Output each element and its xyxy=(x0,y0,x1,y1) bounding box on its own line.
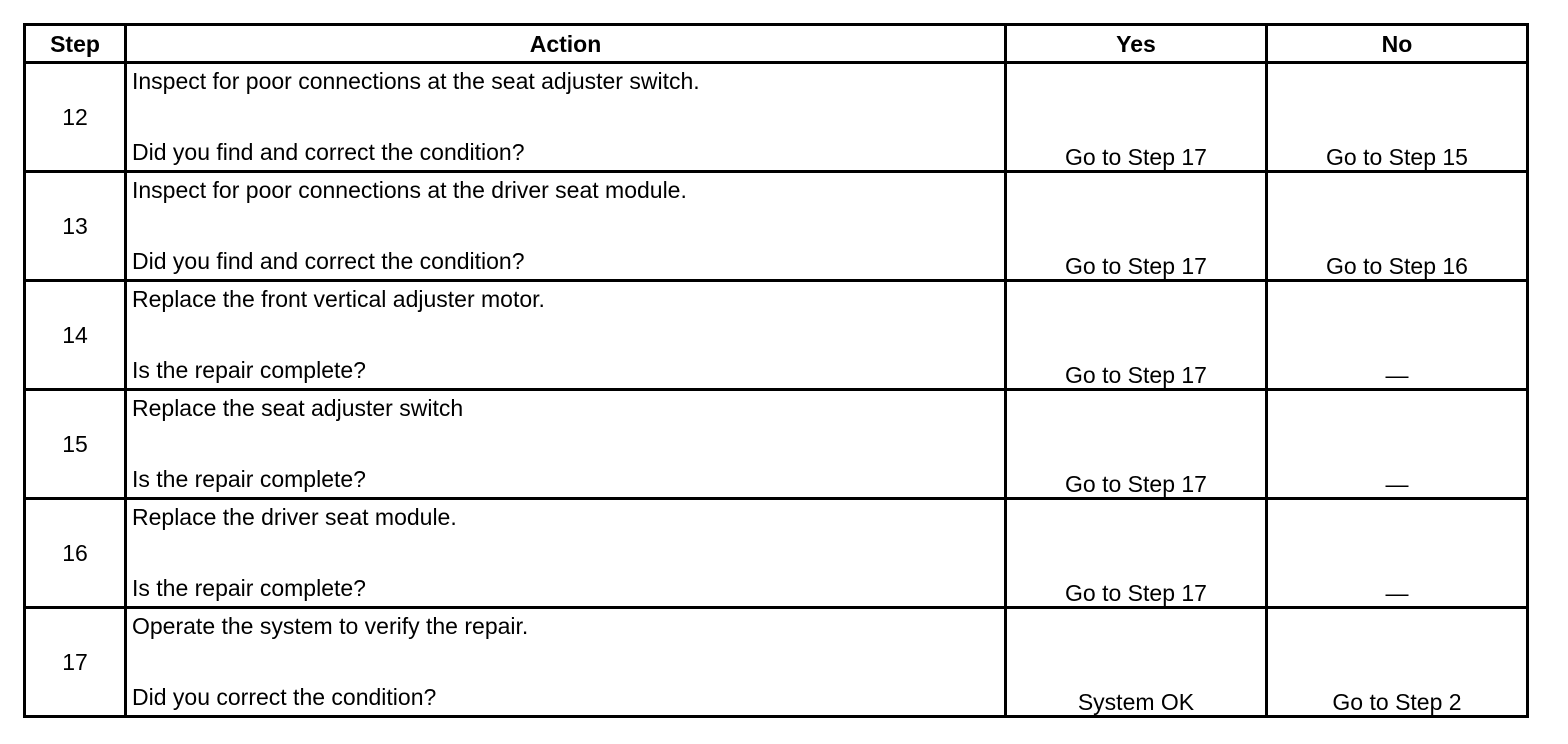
header-step: Step xyxy=(25,25,126,63)
table-row xyxy=(25,172,1528,281)
action-question: Did you find and correct the condition? xyxy=(132,139,525,165)
header-row xyxy=(25,25,1528,63)
no-result: Go to Step 16 xyxy=(1267,172,1528,281)
yes-result: System OK xyxy=(1006,608,1267,717)
yes-result: Go to Step 17 xyxy=(1006,390,1267,499)
table-row xyxy=(25,281,1528,390)
action-cell xyxy=(126,608,1006,717)
yes-result: Go to Step 17 xyxy=(1006,281,1267,390)
step-number: 12 xyxy=(25,63,126,172)
no-result: — xyxy=(1267,499,1528,608)
action-cell xyxy=(126,63,1006,172)
step-number: 14 xyxy=(25,281,126,390)
no-result: — xyxy=(1267,281,1528,390)
no-result: Go to Step 15 xyxy=(1267,63,1528,172)
yes-result: Go to Step 17 xyxy=(1006,172,1267,281)
action-question: Is the repair complete? xyxy=(132,466,366,492)
action-instruction: Inspect for poor connections at the seat adjuster switch. xyxy=(132,68,700,94)
action-instruction: Inspect for poor connections at the driver seat module. xyxy=(132,177,687,203)
step-number: 16 xyxy=(25,499,126,608)
action-question: Is the repair complete? xyxy=(132,575,366,601)
no-result: Go to Step 2 xyxy=(1267,608,1528,717)
action-cell xyxy=(126,499,1006,608)
no-result: — xyxy=(1267,390,1528,499)
action-cell xyxy=(126,390,1006,499)
action-cell xyxy=(126,172,1006,281)
header-no: No xyxy=(1267,25,1528,63)
action-question: Did you find and correct the condition? xyxy=(132,248,525,274)
header-action: Action xyxy=(126,25,1006,63)
action-instruction: Operate the system to verify the repair. xyxy=(132,613,529,639)
action-instruction: Replace the front vertical adjuster motor. xyxy=(132,286,545,312)
table-row xyxy=(25,499,1528,608)
header-yes: Yes xyxy=(1006,25,1267,63)
yes-result: Go to Step 17 xyxy=(1006,63,1267,172)
step-number: 15 xyxy=(25,390,126,499)
action-instruction: Replace the seat adjuster switch xyxy=(132,395,464,421)
yes-result: Go to Step 17 xyxy=(1006,499,1267,608)
diagnostic-table xyxy=(23,23,1529,718)
action-cell xyxy=(126,281,1006,390)
table-row xyxy=(25,63,1528,172)
action-instruction: Replace the driver seat module. xyxy=(132,504,457,530)
table-row xyxy=(25,390,1528,499)
action-question: Is the repair complete? xyxy=(132,357,366,383)
step-number: 13 xyxy=(25,172,126,281)
step-number: 17 xyxy=(25,608,126,717)
action-question: Did you correct the condition? xyxy=(132,684,437,710)
table-row xyxy=(25,608,1528,717)
